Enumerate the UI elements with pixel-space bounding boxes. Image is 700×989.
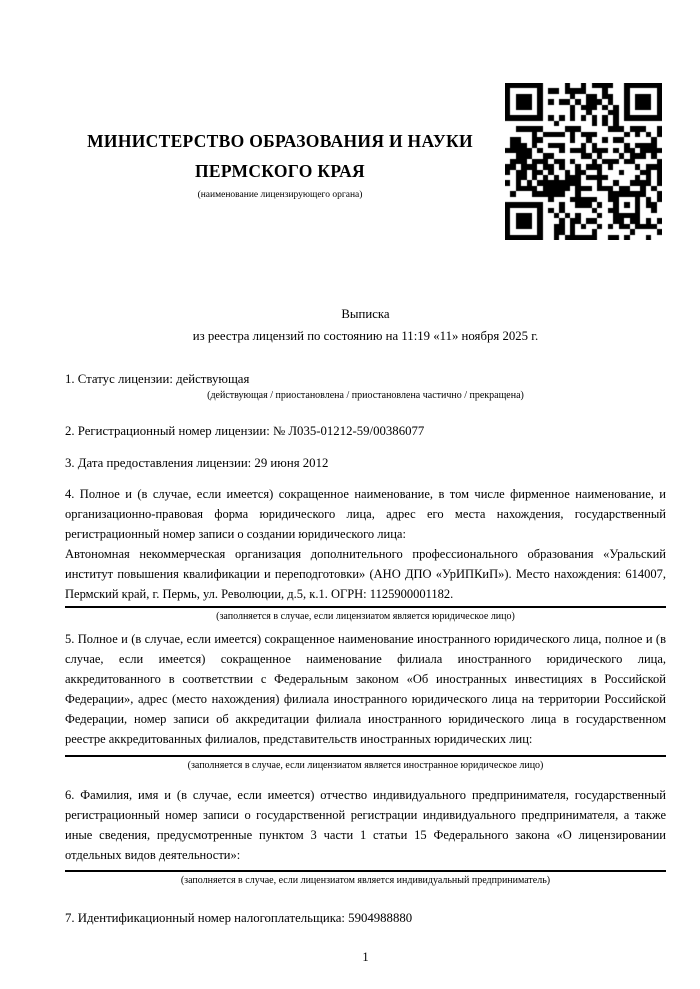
license-status-section (65, 369, 666, 402)
document-title: Выписка (341, 307, 390, 321)
foreign-entity-question: 5. Полное и (в случае, если имеется) сокращенное наименование иностранного юридического лица, полное и (в случае, если имеется) сокращенное наименование филиала иностранного юридического лица, аккредитованного в соответствии с Федеральным законом «Об иностранных инвестициях в Российской Федерации», адрес (место нахождения) филиала иностранного юридического лица на территории Российской Федерации, номер записи об аккредитации филиала иностранного юридического лица в государственном реестре аккредитованных филиалов, представительств иностранных юридических лиц: (65, 632, 666, 746)
legal-entity-value: Автономная некоммерческая организация дополнительного профессионального образования «Уральский институт повышения квалификации и переподготовки» (АНО ДПО «УрИПКиП»). Место нахождения: 614007, Пермский край, г. Пермь, ул. Революции, д.5, к.1. ОГРН: 1125900001182. (65, 547, 666, 601)
document-header (65, 0, 666, 260)
legal-entity-caption: (заполняется в случае, если лицензиатом является юридическое лицо) (216, 611, 515, 622)
foreign-entity-fill-line (65, 755, 666, 757)
entrepreneur-fill-line (65, 870, 666, 872)
entrepreneur-section (65, 785, 666, 887)
qr-code-icon (505, 83, 662, 240)
ministry-name-line1: МИНИСТЕРСТВО ОБРАЗОВАНИЯ И НАУКИ (87, 131, 473, 151)
registration-number-line: 2. Регистрационный номер лицензии: № Л035-01212-59/00386077 (65, 424, 425, 438)
foreign-entity-section (65, 629, 666, 772)
legal-entity-question: 4. Полное и (в случае, если имеется) сокращенное наименование, в том числе фирменное наименование, и организационно-правовая форма юридического лица, адрес его места нахождения, государственный регистрационный номер записи о создании юридического лица: (65, 487, 666, 541)
licensing-authority-block (65, 126, 495, 201)
ministry-name-line2: ПЕРМСКОГО КРАЯ (195, 161, 365, 181)
grant-date-line: 3. Дата предоставления лицензии: 29 июня 2012 (65, 456, 329, 470)
licensing-authority-caption: (наименование лицензирующего органа) (197, 190, 363, 200)
entrepreneur-question: 6. Фамилия, имя и (в случае, если имеется) отчество индивидуального предпринимателя, государственный регистрационный номер записи о государственной регистрации индивидуального предпринимателя, а также иные сведения, предусмотренные пунктом 3 части 1 статьи 15 Федерального закона «О лицензировании отдельных видов деятельности»: (65, 788, 666, 862)
document-content (65, 0, 666, 965)
license-status-line: 1. Статус лицензии: действующая (65, 372, 250, 386)
entrepreneur-caption: (заполняется в случае, если лицензиатом является индивидуальный предприниматель) (180, 875, 551, 886)
page-number: 1 (362, 950, 369, 964)
license-status-options-note: (действующая / приостановлена / приостановлена частично / прекращена) (207, 390, 524, 401)
legal-entity-fill-line (65, 606, 666, 608)
document-title-date-line: из реестра лицензий по состоянию на 11:19 «11» ноября 2025 г. (192, 329, 539, 343)
foreign-entity-caption: (заполняется в случае, если лицензиатом является иностранное юридическое лицо) (187, 760, 544, 771)
document-title-block (65, 303, 666, 347)
legal-entity-section (65, 484, 666, 623)
taxpayer-number-line: 7. Идентификационный номер налогоплательщика: 5904988880 (65, 911, 413, 925)
